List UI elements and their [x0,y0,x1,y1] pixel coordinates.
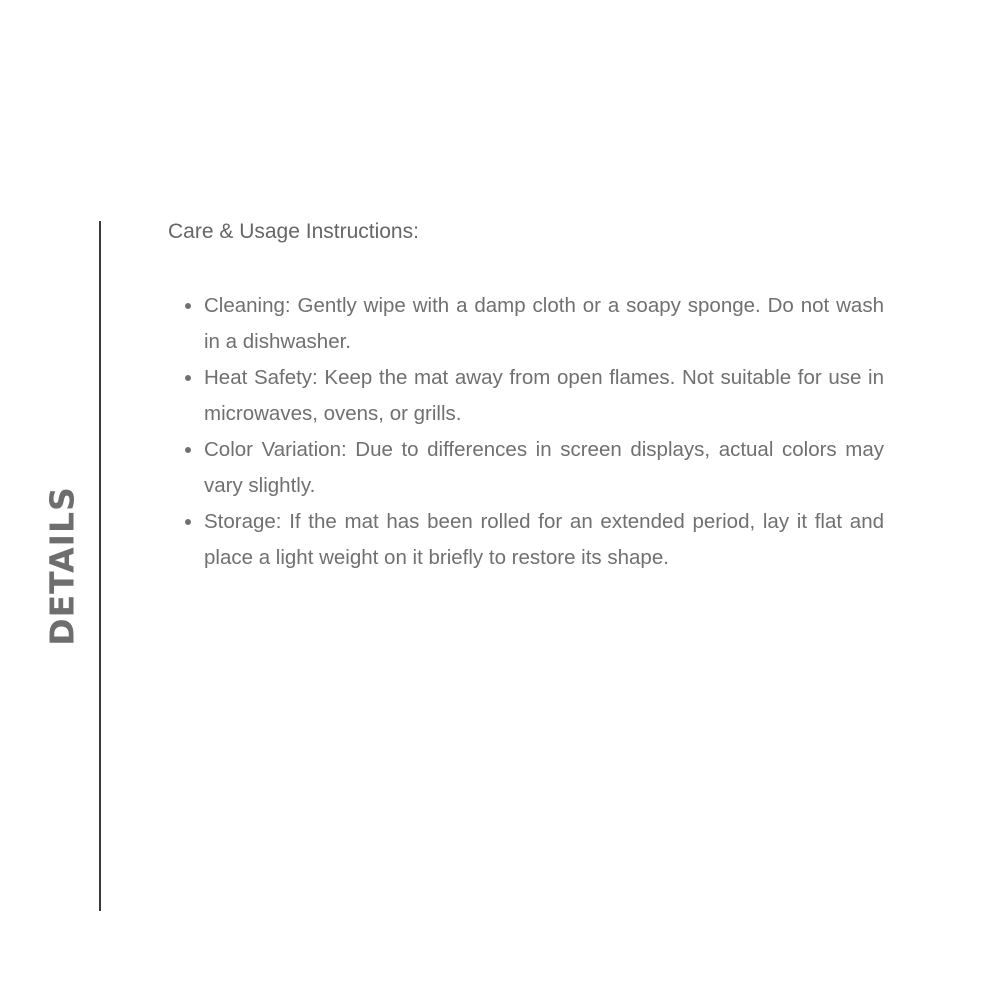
section-heading: Care & Usage Instructions: [168,220,419,243]
bullet-icon [185,303,191,309]
list-item-text: Color Variation: Due to differences in screen displays, actual colors may vary slightly. [204,438,884,497]
care-instructions-section [168,216,884,576]
instructions-list [168,288,884,576]
bullet-icon [185,447,191,453]
list-item-text: Storage: If the mat has been rolled for an extended period, lay it flat and place a light weight on it briefly to restore its shape. [204,510,884,569]
vertical-divider [99,221,101,911]
list-item-text: Cleaning: Gently wipe with a damp cloth or a soapy sponge. Do not wash in a dishwasher. [204,294,884,353]
list-item [204,432,884,504]
bullet-icon [185,519,191,525]
list-item [204,288,884,360]
list-item [204,504,884,576]
side-label-details: DETAILS [42,486,82,646]
bullet-icon [185,375,191,381]
list-item-text: Heat Safety: Keep the mat away from open flames. Not suitable for use in microwaves, ovens, or grills. [204,366,884,425]
list-item [204,360,884,432]
